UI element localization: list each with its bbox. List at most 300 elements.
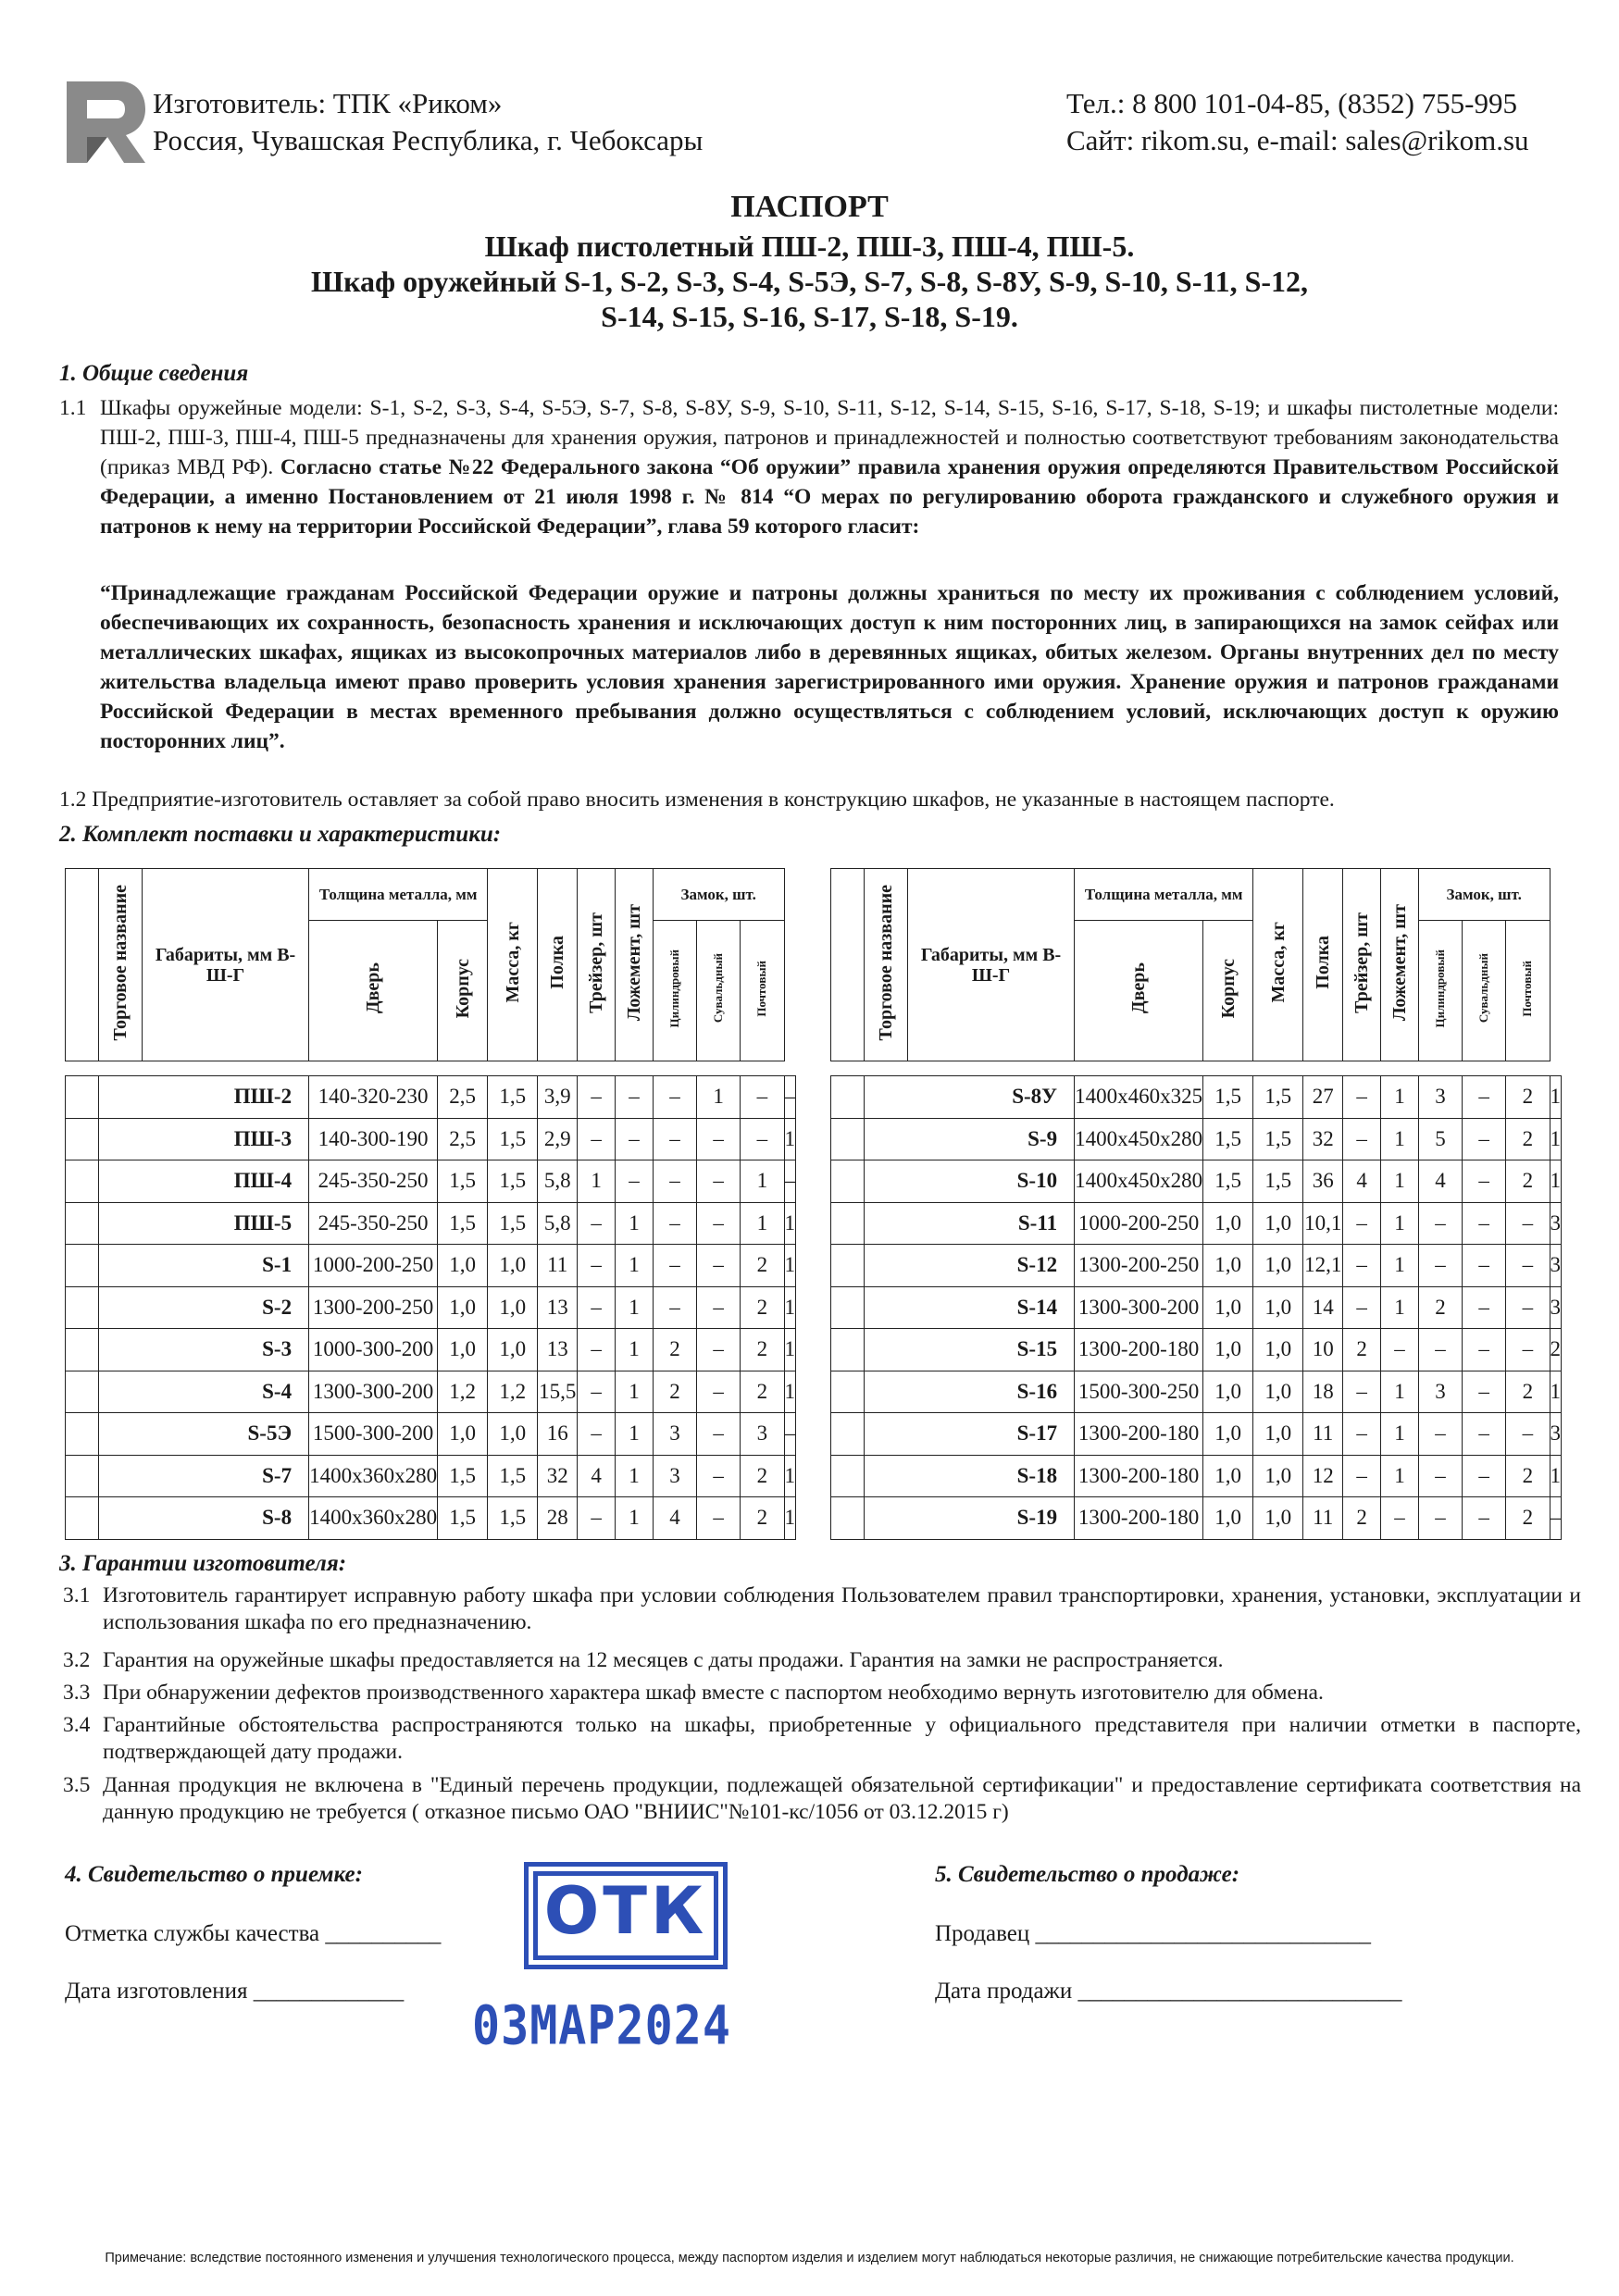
table-cell: 1300-300-200 xyxy=(1075,1286,1203,1329)
table-row xyxy=(831,1286,1562,1329)
model-name-cell: S-7 xyxy=(98,1455,308,1497)
model-name-cell: S-19 xyxy=(864,1497,1074,1540)
table-cell: 1,2 xyxy=(438,1371,488,1413)
table-cell: 1,0 xyxy=(1253,1286,1303,1329)
sale-date-line: Дата продажи ____________________________ xyxy=(935,1979,1402,2004)
table-cell: – xyxy=(1463,1286,1506,1329)
model-name-cell: S-4 xyxy=(98,1371,308,1413)
table-cell: – xyxy=(1506,1329,1550,1371)
table-cell: 1 xyxy=(784,1202,796,1245)
table-cell: 1,5 xyxy=(438,1160,488,1203)
table-cell: – xyxy=(578,1118,616,1160)
table-cell: 3 xyxy=(653,1455,696,1497)
table-cell: – xyxy=(697,1286,741,1329)
table-cell: 10 xyxy=(1303,1329,1343,1371)
model-name-cell: S-3 xyxy=(98,1329,308,1371)
table-cell: 1 xyxy=(1381,1455,1419,1497)
table-cell: 1 xyxy=(741,1160,784,1203)
paragraph-number: 1.1 xyxy=(59,396,87,420)
table-cell: 2 xyxy=(1506,1076,1550,1119)
blank-header xyxy=(66,869,99,1061)
table-cell: – xyxy=(653,1160,696,1203)
model-name-cell: S-11 xyxy=(864,1202,1074,1245)
table-cell: 1400х450х280 xyxy=(1075,1118,1203,1160)
table-row xyxy=(66,1413,796,1456)
table-cell: 1400х360х280 xyxy=(309,1455,438,1497)
table-cell: – xyxy=(1343,1118,1381,1160)
table-cell: 11 xyxy=(1303,1413,1343,1456)
col-post: Почтовый xyxy=(1506,921,1550,1061)
table-cell: 1 xyxy=(616,1413,654,1456)
table-cell: 1,0 xyxy=(488,1329,538,1371)
table-cell: – xyxy=(741,1076,784,1119)
blank-cell xyxy=(66,1497,99,1540)
model-name-cell: S-16 xyxy=(864,1371,1074,1413)
table-cell: 2 xyxy=(1506,1118,1550,1160)
warranty-item xyxy=(63,1582,1581,1636)
section-3-heading: 3. Гарантии изготовителя: xyxy=(59,1551,347,1576)
blank-cell xyxy=(66,1118,99,1160)
table-cell: 2 xyxy=(1418,1286,1462,1329)
col-cyl: Цилиндровый xyxy=(1418,921,1462,1061)
table-cell: 3 xyxy=(1550,1286,1562,1329)
table-cell: – xyxy=(1463,1202,1506,1245)
table-cell: 1 xyxy=(1550,1118,1562,1160)
table-cell: 11 xyxy=(1303,1497,1343,1540)
table-cell: – xyxy=(697,1202,741,1245)
table-cell: 2 xyxy=(741,1371,784,1413)
table-cell: 14 xyxy=(1303,1286,1343,1329)
table-row xyxy=(66,1202,796,1245)
table-spacer xyxy=(831,1061,1551,1076)
table-cell: 1 xyxy=(616,1497,654,1540)
table-cell: 1 xyxy=(616,1329,654,1371)
table-cell: – xyxy=(697,1371,741,1413)
table-row xyxy=(831,1245,1562,1287)
table-cell: – xyxy=(1343,1413,1381,1456)
table-cell: – xyxy=(1418,1497,1462,1540)
table-cell: 1,5 xyxy=(488,1160,538,1203)
site-text: Сайт: rikom.su, e-mail: sales@rikom.su xyxy=(1066,124,1529,156)
table-row xyxy=(831,1497,1562,1540)
model-name-cell: S-17 xyxy=(864,1413,1074,1456)
table-cell: – xyxy=(1343,1245,1381,1287)
table-cell: – xyxy=(616,1118,654,1160)
spec-table-right xyxy=(830,868,1562,1540)
table-cell: 1,5 xyxy=(488,1202,538,1245)
blank-cell xyxy=(66,1329,99,1371)
page-title: ПАСПОРТ xyxy=(730,190,889,224)
table-row xyxy=(831,1371,1562,1413)
table-cell: 3 xyxy=(653,1413,696,1456)
col-dims: Габариты, мм В-Ш-Г xyxy=(143,869,309,1061)
col-shelf: Полка xyxy=(538,869,578,1061)
table-cell: 1,0 xyxy=(1253,1245,1303,1287)
table-cell: 1000-200-250 xyxy=(309,1245,438,1287)
table-cell: – xyxy=(1506,1286,1550,1329)
manufacturer-info xyxy=(153,85,703,159)
table-cell: – xyxy=(1463,1455,1506,1497)
table-cell: 1000-200-250 xyxy=(1075,1202,1203,1245)
table-cell: 1300-200-180 xyxy=(1075,1329,1203,1371)
col-door: Дверь xyxy=(1075,921,1203,1061)
table-cell: – xyxy=(616,1160,654,1203)
table-cell: 1 xyxy=(1381,1076,1419,1119)
table-cell: – xyxy=(1506,1413,1550,1456)
col-post: Почтовый xyxy=(741,921,784,1061)
table-cell: – xyxy=(1463,1160,1506,1203)
table-cell: – xyxy=(578,1413,616,1456)
table-cell: 1,5 xyxy=(488,1076,538,1119)
table-cell: 1300-300-200 xyxy=(309,1371,438,1413)
table-cell: 2,5 xyxy=(438,1118,488,1160)
left-rows xyxy=(66,1076,796,1540)
blank-cell xyxy=(831,1371,865,1413)
model-name-cell: S-5Э xyxy=(98,1413,308,1456)
table-cell: 3 xyxy=(1418,1076,1462,1119)
table-cell: 1,0 xyxy=(438,1245,488,1287)
right-rows xyxy=(831,1076,1562,1540)
table-cell: 1300-200-180 xyxy=(1075,1497,1203,1540)
section-2-heading: 2. Комплект поставки и характеристики: xyxy=(59,822,502,847)
warranty-item xyxy=(63,1772,1581,1826)
table-cell: – xyxy=(1343,1076,1381,1119)
model-name-cell: S-14 xyxy=(864,1286,1074,1329)
table-cell: 2 xyxy=(653,1329,696,1371)
table-cell: – xyxy=(1463,1371,1506,1413)
table-cell: – xyxy=(697,1160,741,1203)
table-cell: 4 xyxy=(1343,1160,1381,1203)
table-cell: 1 xyxy=(1550,1371,1562,1413)
col-trays: Трейзер, шт xyxy=(1343,869,1381,1061)
table-cell: – xyxy=(1463,1245,1506,1287)
table-cell: 36 xyxy=(1303,1160,1343,1203)
col-name: Торговое название xyxy=(98,869,142,1061)
table-cell: – xyxy=(697,1413,741,1456)
table-cell: 1 xyxy=(1550,1076,1562,1119)
table-row xyxy=(831,1329,1562,1371)
warranty-item xyxy=(63,1647,1581,1674)
table-cell: 16 xyxy=(538,1413,578,1456)
table-cell: 1,0 xyxy=(1203,1286,1253,1329)
table-cell: 1 xyxy=(1381,1118,1419,1160)
blank-cell xyxy=(66,1413,99,1456)
blank-cell xyxy=(831,1118,865,1160)
table-row xyxy=(66,1076,796,1119)
table-row xyxy=(66,1455,796,1497)
table-cell: – xyxy=(1418,1329,1462,1371)
paragraph-text: Шкафы оружейные модели: S-1, S-2, S-3, S-4, S-5Э, S-7, S-8, S-8У, S-9, S-10, S-11, S-12, S-14, S-15, S-16, S-17, S-18, S-19; и шкафы пистолетные модели: ПШ-2, ПШ-3, ПШ-4, ПШ-5 предназначены для хранения оружия, патронов и принадлежностей и полностью соответствуют требованиям законодательства (приказ МВД РФ). xyxy=(100,396,1559,479)
blank-cell xyxy=(66,1455,99,1497)
manufacturer-address: Россия, Чувашская Республика, г. Чебоксары xyxy=(153,124,704,156)
table-cell: – xyxy=(578,1076,616,1119)
table-cell: 1500-300-250 xyxy=(1075,1371,1203,1413)
table-cell: 1 xyxy=(1381,1202,1419,1245)
table-cell: 1,0 xyxy=(438,1413,488,1456)
table-cell: 1400х460х325 xyxy=(1075,1076,1203,1119)
table-cell: 12 xyxy=(1303,1455,1343,1497)
col-name: Торговое название xyxy=(864,869,907,1061)
col-lock: Замок, шт. xyxy=(1418,869,1550,921)
table-cell: 1 xyxy=(697,1076,741,1119)
blank-cell xyxy=(831,1202,865,1245)
table-cell: 1,0 xyxy=(1203,1371,1253,1413)
item-number: 3.3 xyxy=(63,1681,91,1705)
table-cell: 1,0 xyxy=(1253,1497,1303,1540)
col-body: Корпус xyxy=(1203,921,1253,1061)
table-cell: – xyxy=(1343,1455,1381,1497)
table-cell: 245-350-250 xyxy=(309,1202,438,1245)
table-cell: 1300-200-180 xyxy=(1075,1455,1203,1497)
blank-cell xyxy=(66,1286,99,1329)
model-name-cell: S-8У xyxy=(864,1076,1074,1119)
table-row xyxy=(66,1371,796,1413)
table-cell: 2 xyxy=(1506,1371,1550,1413)
table-cell: 1,0 xyxy=(1203,1413,1253,1456)
table-cell: 1 xyxy=(784,1245,796,1287)
blank-cell xyxy=(66,1371,99,1413)
table-row xyxy=(66,1286,796,1329)
table-cell: 2 xyxy=(1343,1497,1381,1540)
table-cell: – xyxy=(741,1118,784,1160)
table-cell: 2,9 xyxy=(538,1118,578,1160)
table-cell: 1 xyxy=(616,1245,654,1287)
table-cell: 1 xyxy=(784,1286,796,1329)
table-cell: 1,0 xyxy=(438,1286,488,1329)
quality-mark-line: Отметка службы качества __________ xyxy=(65,1921,442,1946)
table-cell: – xyxy=(1463,1118,1506,1160)
table-cell: 3 xyxy=(1550,1413,1562,1456)
blank-cell xyxy=(831,1076,865,1119)
col-lodgement: Ложемент, шт xyxy=(1381,869,1419,1061)
table-cell: 1,5 xyxy=(1203,1118,1253,1160)
rikom-logo-icon xyxy=(67,81,145,163)
item-number: 3.1 xyxy=(63,1583,91,1607)
table-cell: 1,5 xyxy=(438,1497,488,1540)
col-thickness: Толщина металла, мм xyxy=(1075,869,1253,921)
table-cell: 1500-300-200 xyxy=(309,1413,438,1456)
section-1-heading: 1. Общие сведения xyxy=(59,361,249,386)
warranty-item xyxy=(63,1680,1581,1706)
table-cell: 5,8 xyxy=(538,1160,578,1203)
item-number: 3.2 xyxy=(63,1648,91,1672)
table-cell: – xyxy=(1418,1245,1462,1287)
table-cell: 3 xyxy=(1550,1202,1562,1245)
title-line-2: Шкаф оружейный S-1, S-2, S-3, S-4, S-5Э, S-7, S-8, S-8У, S-9, S-10, S-11, S-12, xyxy=(310,265,1309,298)
table-cell: 1,0 xyxy=(1203,1497,1253,1540)
date-stamp: 03МАР2024 xyxy=(472,1994,731,2057)
table-cell: 4 xyxy=(653,1497,696,1540)
title-line-1: Шкаф пистолетный ПШ-2, ПШ-3, ПШ-4, ПШ-5. xyxy=(484,230,1135,263)
table-row xyxy=(831,1455,1562,1497)
table-cell: 1,2 xyxy=(488,1371,538,1413)
table-cell: 1 xyxy=(1550,1455,1562,1497)
table-row xyxy=(66,1160,796,1203)
table-cell: 1 xyxy=(1381,1286,1419,1329)
table-cell: 2 xyxy=(741,1455,784,1497)
table-cell: 4 xyxy=(578,1455,616,1497)
table-cell: 1,5 xyxy=(438,1455,488,1497)
table-cell: 5 xyxy=(1418,1118,1462,1160)
table-cell: 1,5 xyxy=(1253,1118,1303,1160)
table-cell: 2 xyxy=(1506,1455,1550,1497)
table-cell: – xyxy=(653,1245,696,1287)
model-name-cell: ПШ-3 xyxy=(98,1118,308,1160)
col-suv: Сувальдный xyxy=(697,921,741,1061)
table-cell: 1,0 xyxy=(488,1286,538,1329)
table-cell: – xyxy=(1343,1202,1381,1245)
table-cell: 18 xyxy=(1303,1371,1343,1413)
footnote: Примечание: вследствие постоянного изменения и улучшения технологического процесса, между паспортом изделия и изделием могут наблюдаться некоторые различия, не снижающие потребительские качества продукции. xyxy=(105,2251,1514,2265)
blank-cell xyxy=(66,1160,99,1203)
law-quote: “Принадлежащие гражданам Российской Федерации оружие и патроны должны храниться по месту их проживания с соблюдением условий, обеспечивающих их сохранность, безопасность хранения и исключающих доступ к ним посторонних лиц, в запирающихся на замок сейфах или металлических шкафах, ящиках из высокопрочных материалов либо в деревянных ящиках, обитых железом. Органы внутренних дел по месту жительства владельца имеют право проверить условия хранения зарегистрированного ими оружия. Хранение оружия и патронов гражданами Российской Федерации в местах временного пребывания должно осуществляться с соблюдением условий, исключающих доступ к оружию посторонних лиц”. xyxy=(100,581,1559,753)
table-row xyxy=(831,1160,1562,1203)
blank-cell xyxy=(831,1413,865,1456)
warranty-item xyxy=(63,1712,1581,1766)
table-cell: 1 xyxy=(784,1455,796,1497)
col-cyl: Цилиндровый xyxy=(653,921,696,1061)
table-spacer xyxy=(66,1061,785,1076)
model-name-cell: S-12 xyxy=(864,1245,1074,1287)
section-1-paragraph-2: 1.2 Предприятие-изготовитель оставляет за собой право вносить изменения в конструкцию шкафов, не указанные в настоящем паспорте. xyxy=(59,788,1335,812)
table-cell: 11 xyxy=(538,1245,578,1287)
section-1-paragraph-1 xyxy=(59,393,1559,541)
table-cell: 2 xyxy=(741,1497,784,1540)
table-cell: 1,0 xyxy=(1253,1329,1303,1371)
col-suv: Сувальдный xyxy=(1463,921,1506,1061)
table-cell: – xyxy=(1463,1329,1506,1371)
table-cell: 2 xyxy=(1343,1329,1381,1371)
table-cell: – xyxy=(1550,1497,1562,1540)
table-cell: 1,5 xyxy=(1203,1160,1253,1203)
table-cell: 1 xyxy=(784,1118,796,1160)
table-cell: – xyxy=(784,1076,796,1119)
col-thickness: Толщина металла, мм xyxy=(309,869,488,921)
table-cell: 1,5 xyxy=(488,1455,538,1497)
table-cell: – xyxy=(653,1118,696,1160)
table-cell: – xyxy=(1506,1245,1550,1287)
col-mass: Масса, кг xyxy=(1253,869,1303,1061)
table-cell: – xyxy=(1506,1202,1550,1245)
table-cell: 5,8 xyxy=(538,1202,578,1245)
blank-cell xyxy=(66,1245,99,1287)
blank-cell xyxy=(831,1329,865,1371)
table-cell: – xyxy=(1418,1413,1462,1456)
table-cell: 3 xyxy=(1550,1245,1562,1287)
section-5-heading: 5. Свидетельство о продаже: xyxy=(935,1862,1240,1887)
table-cell: – xyxy=(697,1497,741,1540)
table-cell: 1 xyxy=(616,1202,654,1245)
blank-cell xyxy=(831,1160,865,1203)
table-cell: 1 xyxy=(1381,1413,1419,1456)
model-name-cell: S-15 xyxy=(864,1329,1074,1371)
table-cell: 1,0 xyxy=(488,1245,538,1287)
table-cell: 15,5 xyxy=(538,1371,578,1413)
table-cell: – xyxy=(578,1371,616,1413)
spec-table-left xyxy=(65,868,796,1540)
table-cell: 1,0 xyxy=(1253,1413,1303,1456)
blank-cell xyxy=(831,1497,865,1540)
section-4-heading: 4. Свидетельство о приемке: xyxy=(65,1862,363,1887)
title-line-3: S-14, S-15, S-16, S-17, S-18, S-19. xyxy=(601,300,1018,333)
table-cell: 10,1 xyxy=(1303,1202,1343,1245)
blank-header xyxy=(831,869,865,1061)
model-name-cell: ПШ-2 xyxy=(98,1076,308,1119)
phone-text: Тел.: 8 800 101-04-85, (8352) 755-995 xyxy=(1066,87,1517,119)
table-cell: 140-320-230 xyxy=(309,1076,438,1119)
table-cell: – xyxy=(653,1202,696,1245)
table-cell: 1 xyxy=(1381,1371,1419,1413)
table-cell: – xyxy=(653,1286,696,1329)
table-cell: 2 xyxy=(741,1245,784,1287)
table-cell: 1 xyxy=(1381,1160,1419,1203)
table-cell: 1 xyxy=(1381,1245,1419,1287)
table-cell: 1300-200-180 xyxy=(1075,1413,1203,1456)
blank-cell xyxy=(831,1286,865,1329)
model-name-cell: S-9 xyxy=(864,1118,1074,1160)
table-cell: – xyxy=(1381,1497,1419,1540)
table-cell: 1300-200-250 xyxy=(309,1286,438,1329)
seller-line: Продавец _____________________________ xyxy=(935,1921,1372,1946)
table-cell: – xyxy=(697,1118,741,1160)
model-name-cell: ПШ-5 xyxy=(98,1202,308,1245)
table-cell: – xyxy=(616,1076,654,1119)
blank-cell xyxy=(66,1202,99,1245)
item-text: Гарантия на оружейные шкафы предоставляется на 12 месяцев с даты продажи. Гарантия на замки не распространяется. xyxy=(103,1648,1224,1672)
col-mass: Масса, кг xyxy=(488,869,538,1061)
table-cell: – xyxy=(578,1497,616,1540)
model-name-cell: S-8 xyxy=(98,1497,308,1540)
blank-cell xyxy=(831,1245,865,1287)
table-cell: 1 xyxy=(616,1286,654,1329)
item-text: Изготовитель гарантирует исправную работу шкафа при условии соблюдения Пользователем правил транспортировки, хранения, установки, эксплуатации и использования шкафа по его предназначению. xyxy=(103,1583,1581,1634)
table-cell: 1400х360х280 xyxy=(309,1497,438,1540)
table-cell: – xyxy=(697,1329,741,1371)
table-row xyxy=(831,1118,1562,1160)
table-cell: 1 xyxy=(1550,1160,1562,1203)
table-cell: – xyxy=(1343,1371,1381,1413)
col-lock: Замок, шт. xyxy=(653,869,784,921)
table-cell: – xyxy=(578,1245,616,1287)
table-cell: – xyxy=(697,1245,741,1287)
table-cell: – xyxy=(784,1413,796,1456)
table-cell: 1,0 xyxy=(488,1413,538,1456)
table-cell: 3,9 xyxy=(538,1076,578,1119)
table-cell: – xyxy=(578,1329,616,1371)
otk-stamp: ОТК xyxy=(524,1862,728,1969)
table-cell: 140-300-190 xyxy=(309,1118,438,1160)
table-cell: 13 xyxy=(538,1329,578,1371)
item-number: 3.4 xyxy=(63,1713,91,1737)
table-cell: 1400х450х280 xyxy=(1075,1160,1203,1203)
table-cell: 2 xyxy=(741,1286,784,1329)
table-cell: 1 xyxy=(616,1455,654,1497)
table-cell: 27 xyxy=(1303,1076,1343,1119)
table-cell: 1,5 xyxy=(1253,1160,1303,1203)
table-cell: – xyxy=(1343,1286,1381,1329)
table-cell: 2 xyxy=(1506,1160,1550,1203)
table-row xyxy=(66,1497,796,1540)
table-row xyxy=(66,1245,796,1287)
table-cell: – xyxy=(1418,1455,1462,1497)
model-name-cell: S-2 xyxy=(98,1286,308,1329)
table-cell: 1,0 xyxy=(438,1329,488,1371)
model-name-cell: S-10 xyxy=(864,1160,1074,1203)
model-name-cell: ПШ-4 xyxy=(98,1160,308,1203)
table-row xyxy=(831,1413,1562,1456)
manufacturer-name: Изготовитель: ТПК «Риком» xyxy=(153,87,503,119)
table-cell: 1,5 xyxy=(1253,1076,1303,1119)
